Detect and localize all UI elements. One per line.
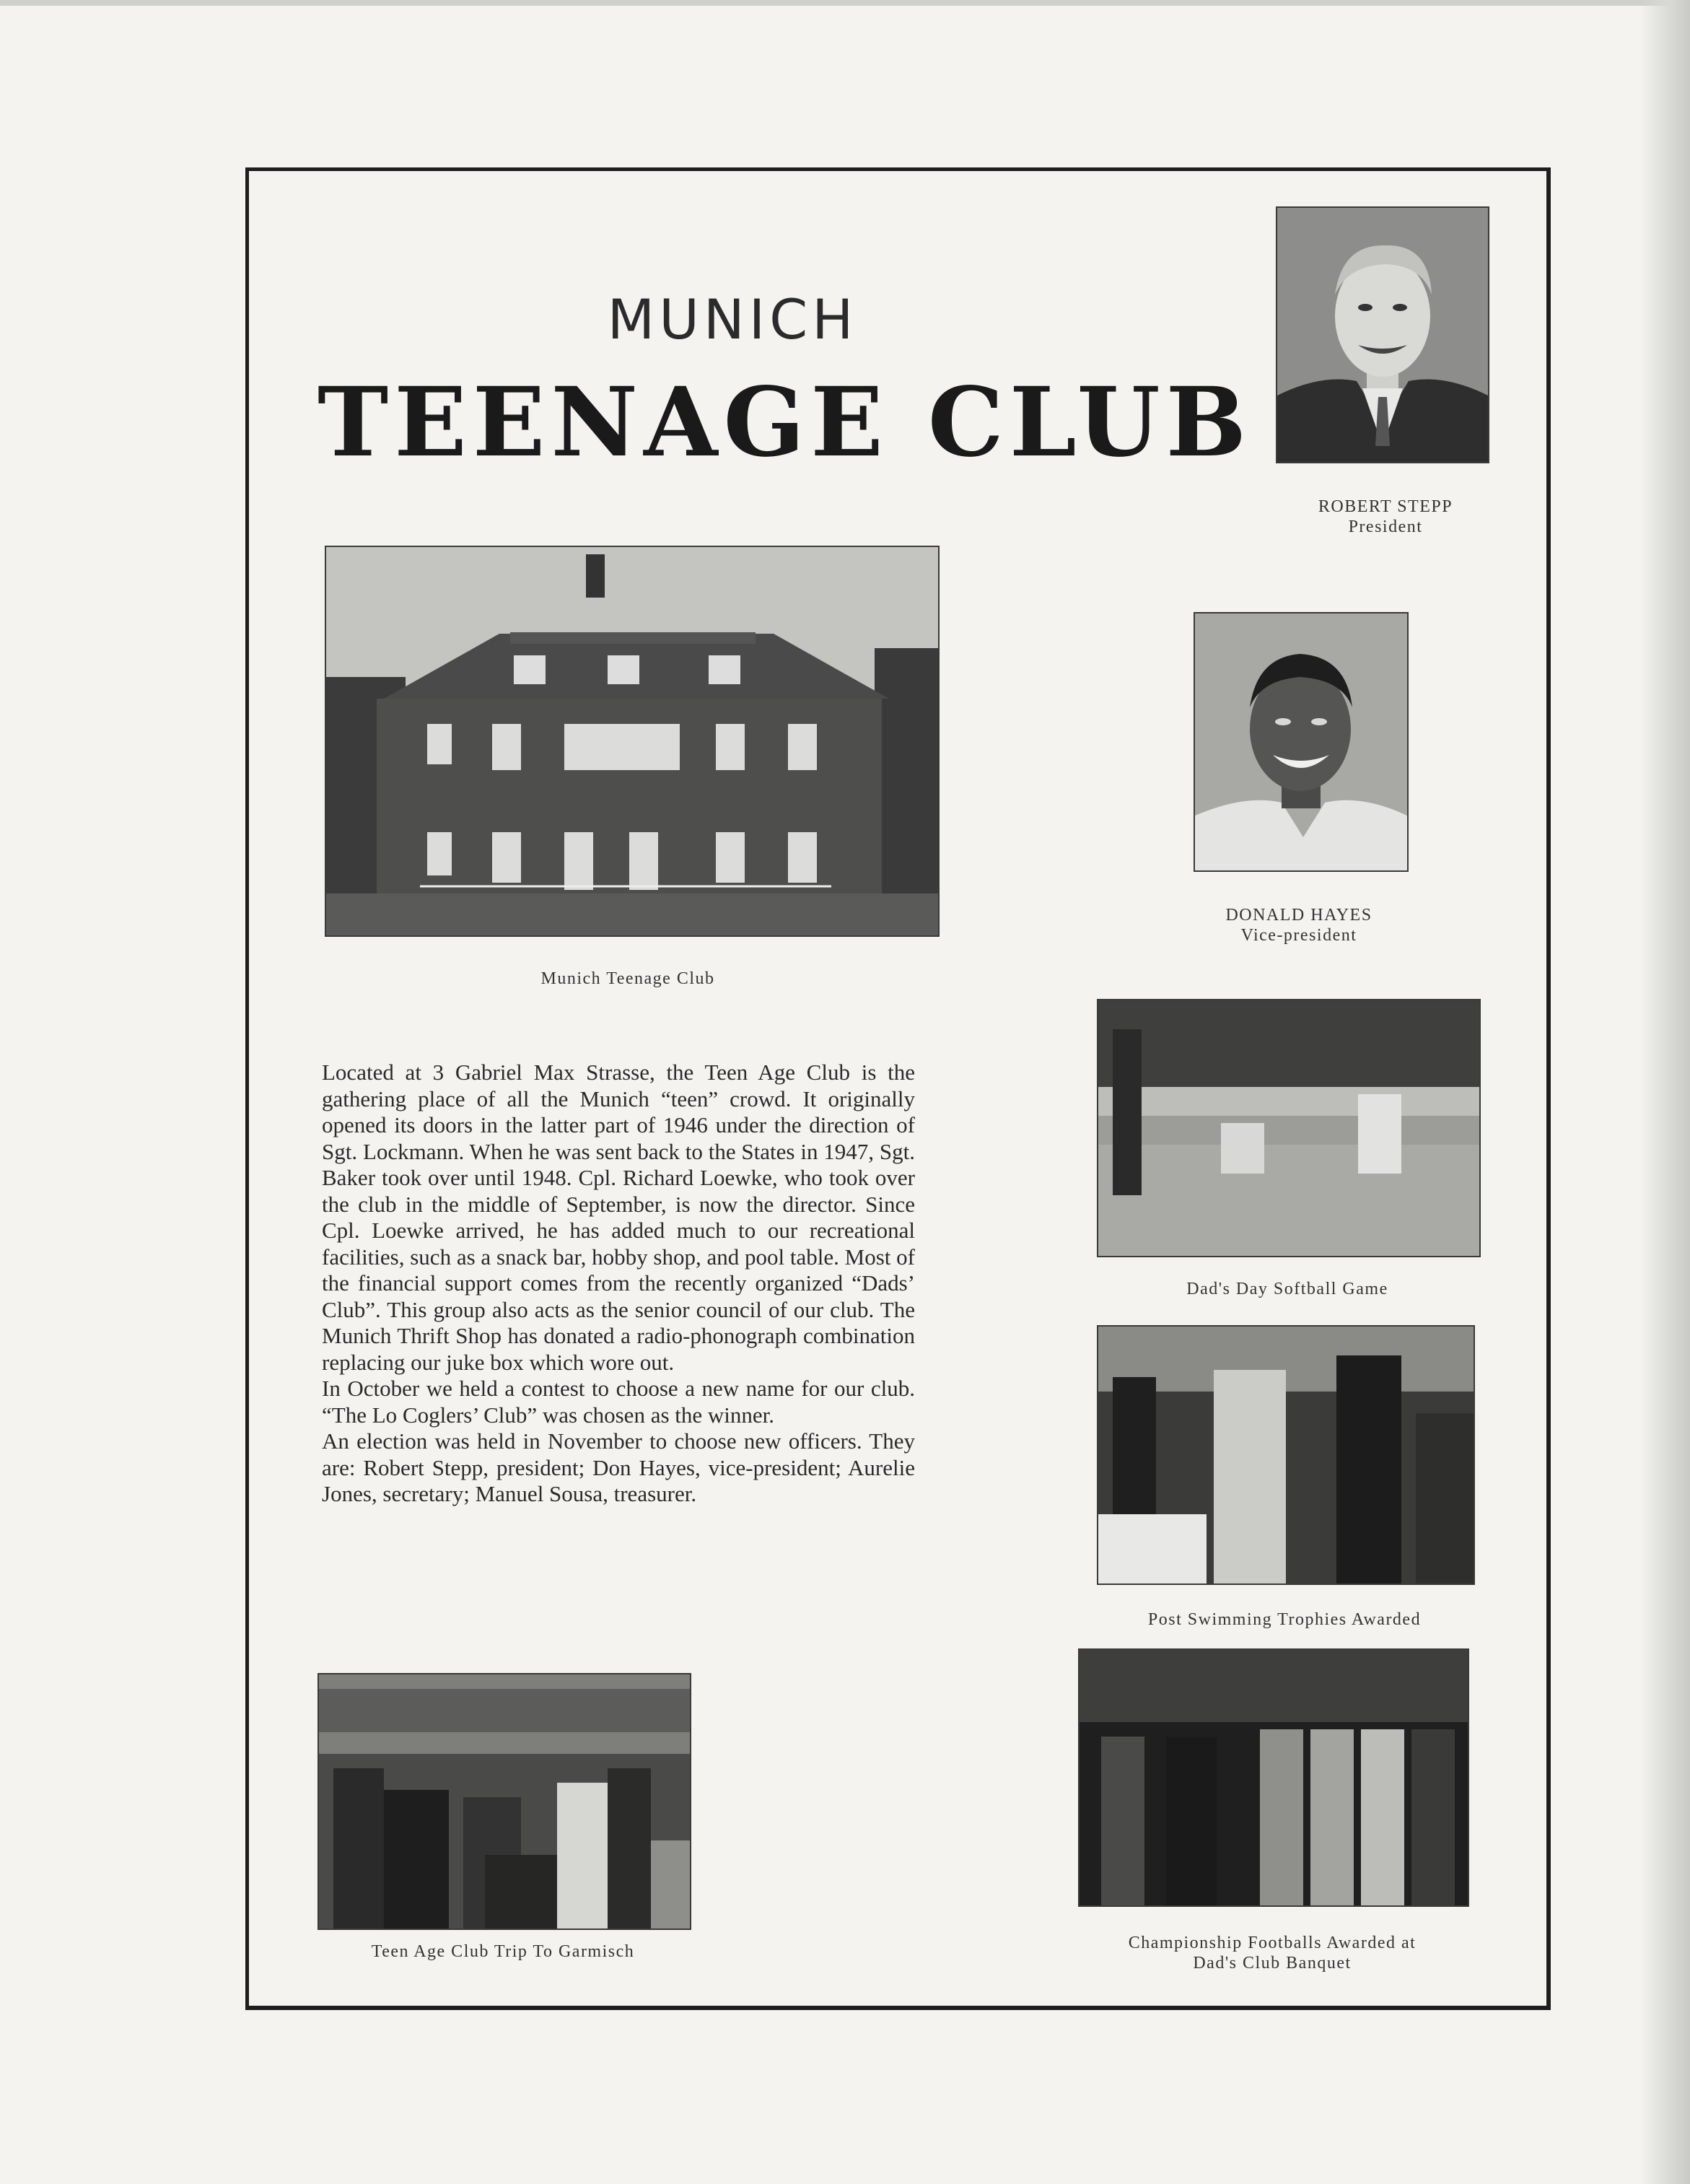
photo-softball-game [1097, 999, 1481, 1257]
caption-swimming: Post Swimming Trophies Awarded [1147, 1610, 1422, 1629]
photo-swimming-trophies [1097, 1325, 1475, 1585]
caption-president-name: ROBERT STEPP [1318, 497, 1453, 516]
caption-president-role: President [1348, 517, 1423, 536]
photo-football-banquet [1078, 1648, 1469, 1907]
caption-vice-president-name: DONALD HAYES [1225, 906, 1372, 925]
photo-club-house [325, 546, 940, 937]
caption-vice-president-role: Vice-president [1240, 926, 1357, 945]
article-paragraph: In October we held a contest to choose a new name for our club. “The Lo Coglers’ Club” was chosen as the winner. [322, 1376, 915, 1428]
article-paragraph: Located at 3 Gabriel Max Strasse, the Teen Age Club is the gathering place of all the Munich “teen” crowd. It originally opened its doors in the latter part of 1946 under the direction of Sgt. Lockmann. When he was sent back to the States in 1947, Sgt. Baker took over until 1948. Cpl. Richard Loewke, who took over the club in the middle of September, is now the director. Since Cpl. Loewke arrived, he has added much to our recreational facilities, such as a snack bar, hobby shop, and pool table. Most of the financial support comes from the recently organized “Dads’ Club”. This group also acts as the senior council of our club. The Munich Thrift Shop has donated a radio-phonograph combination replacing our juke box which wore out. [322, 1060, 915, 1375]
title-teenage-club: TEENAGE CLUB [318, 367, 1253, 479]
caption-footballs-line1: Championship Footballs Awarded at [1128, 1934, 1417, 1952]
article-body [322, 1060, 915, 1508]
caption-softball: Dad's Day Softball Game [1186, 1280, 1388, 1298]
title-munich: MUNICH [607, 287, 858, 351]
article-paragraph: An election was held in November to choose new officers. They are: Robert Stepp, president; Don Hayes, vice-president; Aurelie Jones, secretary; Manuel Sousa, treasurer. [322, 1428, 915, 1506]
scan-right-edge [1639, 0, 1690, 2184]
caption-footballs-line2: Dad's Club Banquet [1193, 1954, 1352, 1973]
caption-club-house: Munich Teenage Club [540, 969, 715, 988]
portrait-robert-stepp [1276, 206, 1489, 463]
photo-garmisch-trip [318, 1673, 691, 1930]
scan-top-edge [0, 0, 1690, 6]
portrait-donald-hayes [1194, 612, 1409, 872]
caption-garmisch-trip: Teen Age Club Trip To Garmisch [371, 1942, 635, 1961]
